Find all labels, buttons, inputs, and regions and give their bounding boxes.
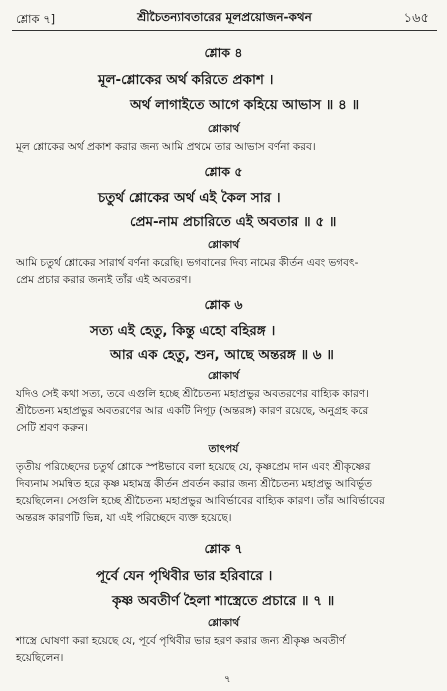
verse-5-line-1: চতুর্থ শ্লোকের অর্থ এই কৈল সার । bbox=[98, 190, 281, 206]
verse-6-heading: শ্লোক ৬ bbox=[204, 297, 243, 312]
verse-5-translation-line-1: আমি চতুর্থ শ্লোকের সারার্থ বর্ণনা করেছি। ভগবানের দিব্য নামের কীর্তন এবং ভগবৎ- bbox=[16, 257, 359, 269]
verse-7-line-1: পূর্বে যেন পৃথিবীর ভার হরিবারে । bbox=[96, 568, 273, 584]
verse-6-translation-line-3: সেটি শ্রবণ করুন। bbox=[16, 422, 88, 434]
purport-heading: তাৎপর্য bbox=[208, 443, 239, 455]
verse-6-line-2: আর এক হেতু, শুন, আছে অন্তরঙ্গ ॥ ৬ ॥ bbox=[110, 347, 334, 363]
verse-7-heading: শ্লোক ৭ bbox=[204, 541, 243, 556]
verse-6-translation-line-2: শ্রীচৈতন্য মহাপ্রভুর অবতরণের আর একটি নিগূঢ় (অন্তরঙ্গ) কারণ রয়েছে, অনুগ্রহ করে bbox=[16, 405, 369, 417]
purport-line-3: হয়েছিলেন। সেগুলি হচ্ছে শ্রীচৈতন্য মহাপ্রভুর আবির্ভাবের বাহ্যিক কারণ। তাঁর আবির্ভাবের bbox=[16, 495, 385, 507]
verse-5-translation-line-2: প্রেম প্রচার করার জন্যই তাঁর এই অবতরণ। bbox=[16, 274, 192, 286]
verse-6-translation-line-1: যদিও সেই কথা সত্য, তবে এগুলি হচ্ছে শ্রীচৈতন্য মহাপ্রভুর অবতরণের বাহ্যিক কারণ। bbox=[16, 388, 369, 400]
verse-6-translation-heading: শ্লোকার্থ bbox=[207, 370, 240, 382]
header-rule bbox=[12, 30, 437, 31]
purport-line-2: দিব্যনাম সমন্বিত হরে কৃষ্ণ মহামন্ত্র কীর্তন প্রবর্তন করার জন্য শ্রীচৈতন্য মহাপ্রভু আবির্ভূত bbox=[16, 478, 372, 490]
verse-5-heading: শ্লোক ৫ bbox=[204, 164, 243, 179]
header-page-number: ১৬৫ bbox=[403, 11, 429, 26]
purport-line-4: অন্তরঙ্গ কারণটি ভিন্ন, যা এই পরিচ্ছেদে ব্যক্ত হয়েছে। bbox=[16, 512, 232, 524]
verse-4-translation-heading: শ্লোকার্থ bbox=[207, 123, 240, 135]
verse-7-translation-line-1: শাস্ত্রে ঘোষণা করা হয়েছে যে, পূর্বে পৃথিবীর ভার হরণ করার জন্য শ্রীকৃষ্ণ অবতীর্ণ bbox=[16, 635, 346, 647]
verse-4-heading: শ্লোক ৪ bbox=[204, 45, 243, 60]
verse-5-translation-heading: শ্লোকার্থ bbox=[207, 239, 240, 251]
header-chapter-title: শ্রীচৈতন্যাবতারের মূলপ্রয়োজন-কথন bbox=[137, 10, 312, 24]
verse-4-translation: মূল শ্লোকের অর্থ প্রকাশ করার জন্য আমি প্রথমে তার আভাস বর্ণনা করব। bbox=[16, 141, 316, 153]
verse-4-line-2: অর্থ লাগাইতে আগে কহিয়ে আভাস ॥ ৪ ॥ bbox=[130, 97, 360, 113]
verse-6-line-1: সত্য এই হেতু, কিন্তু এহো বহিরঙ্গ । bbox=[90, 323, 276, 339]
verse-7-line-2: কৃষ্ণ অবতীর্ণ হৈলা শাস্ত্রেতে প্রচারে ॥ ৭ ॥ bbox=[112, 593, 335, 609]
header-verse-ref: শ্লোক ৭] bbox=[16, 12, 56, 26]
verse-7-translation-heading: শ্লোকার্থ bbox=[207, 617, 240, 629]
purport-line-1: তৃতীয় পরিচ্ছেদের চতুর্থ শ্লোকে স্পষ্টভাবে বলা হয়েছে যে, কৃষ্ণপ্রেম দান এবং শ্রীকৃষ্ণের bbox=[16, 461, 371, 473]
bottom-page-mark: ৭ bbox=[224, 674, 231, 685]
verse-5-line-2: প্রেম-নাম প্রচারিতে এই অবতার ॥ ৫ ॥ bbox=[130, 214, 337, 230]
verse-7-translation-line-2: হয়েছিলেন। bbox=[16, 652, 64, 664]
running-header bbox=[16, 9, 433, 29]
verse-4-line-1: মূল-শ্লোকের অর্থ করিতে প্রকাশ । bbox=[98, 72, 274, 88]
